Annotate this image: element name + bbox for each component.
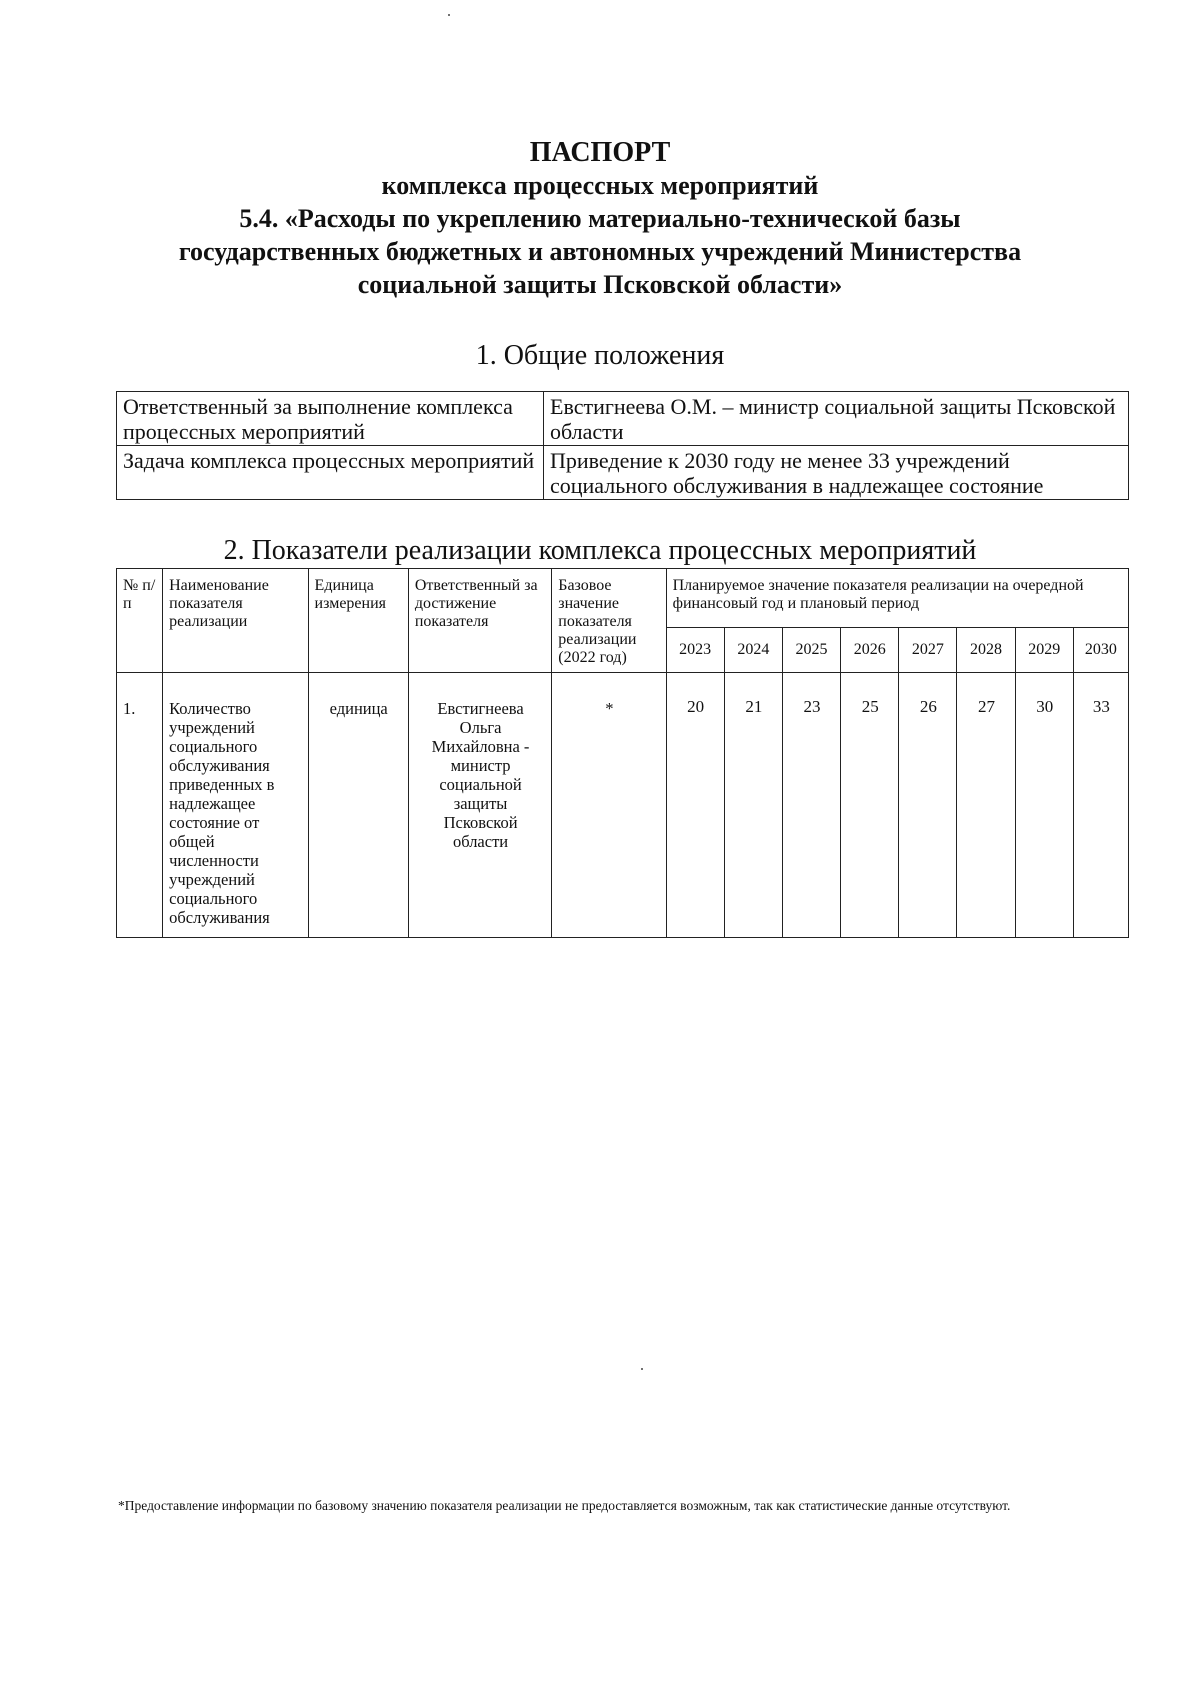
header-year: 2029 — [1015, 628, 1073, 673]
document-title — [100, 136, 1100, 301]
title-line-1: ПАСПОРТ — [529, 137, 671, 168]
row-value: 30 — [1015, 673, 1073, 938]
row-num: 1. — [117, 673, 163, 938]
header-year: 2025 — [782, 628, 840, 673]
header-num: № п/п — [117, 569, 163, 673]
table-row — [117, 446, 1129, 500]
header-year: 2026 — [841, 628, 899, 673]
row-value: 33 — [1073, 673, 1128, 938]
task-label: Задача комплекса процессных мероприятий — [117, 446, 544, 500]
row-value: 27 — [957, 673, 1015, 938]
table-row — [117, 673, 1129, 938]
title-line-2: комплекса процессных мероприятий — [381, 171, 819, 200]
responsible-label: Ответственный за выполнение комплекса процессных мероприятий — [117, 392, 544, 446]
row-name: Количество учреждений социального обслуживания приведенных в надлежащее состояние от общей численности учреждений социального обслуживания — [163, 673, 308, 938]
general-provisions-table — [116, 391, 1129, 500]
header-year: 2023 — [666, 628, 724, 673]
task-value: Приведение к 2030 году не менее 33 учреждений социального обслуживания в надлежащее состояние — [544, 446, 1129, 500]
section-2-heading: 2. Показатели реализации комплекса процессных мероприятий — [223, 535, 977, 566]
header-year: 2030 — [1073, 628, 1128, 673]
header-year: 2024 — [724, 628, 782, 673]
row-unit: единица — [308, 673, 408, 938]
header-year: 2028 — [957, 628, 1015, 673]
title-line-3: 5.4. «Расходы по укреплению материально-технической базы — [239, 204, 961, 233]
row-value: 26 — [899, 673, 957, 938]
scan-speck — [448, 14, 450, 16]
footnote: *Предоставление информации по базовому значению показателя реализации не предоставляется возможным, так как статистические данные отсутствуют. — [118, 1498, 1011, 1513]
header-base: Базовое значение показателя реализации (2022 год) — [552, 569, 666, 673]
header-responsible: Ответственный за достижение показателя — [408, 569, 551, 673]
header-year: 2027 — [899, 628, 957, 673]
scan-speck — [641, 1368, 643, 1370]
table-row — [117, 392, 1129, 446]
row-base: * — [552, 673, 666, 938]
row-value: 23 — [782, 673, 840, 938]
section-1-heading: 1. Общие положения — [475, 340, 725, 371]
header-planned: Планируемое значение показателя реализации на очередной финансовый год и плановый период — [666, 569, 1128, 628]
title-line-5: социальной защиты Псковской области» — [357, 270, 843, 299]
responsible-value: Евстигнеева О.М. – министр социальной защиты Псковской области — [544, 392, 1129, 446]
table-header-row — [117, 569, 1129, 628]
row-value: 25 — [841, 673, 899, 938]
indicators-table — [116, 568, 1129, 938]
row-value: 20 — [666, 673, 724, 938]
row-responsible: Евстигнеева Ольга Михайловна - министр социальной защиты Псковской области — [408, 673, 551, 938]
title-line-4: государственных бюджетных и автономных учреждений Министерства — [178, 237, 1022, 266]
row-value: 21 — [724, 673, 782, 938]
header-name: Наименование показателя реализации — [163, 569, 308, 673]
header-unit: Единица измерения — [308, 569, 408, 673]
